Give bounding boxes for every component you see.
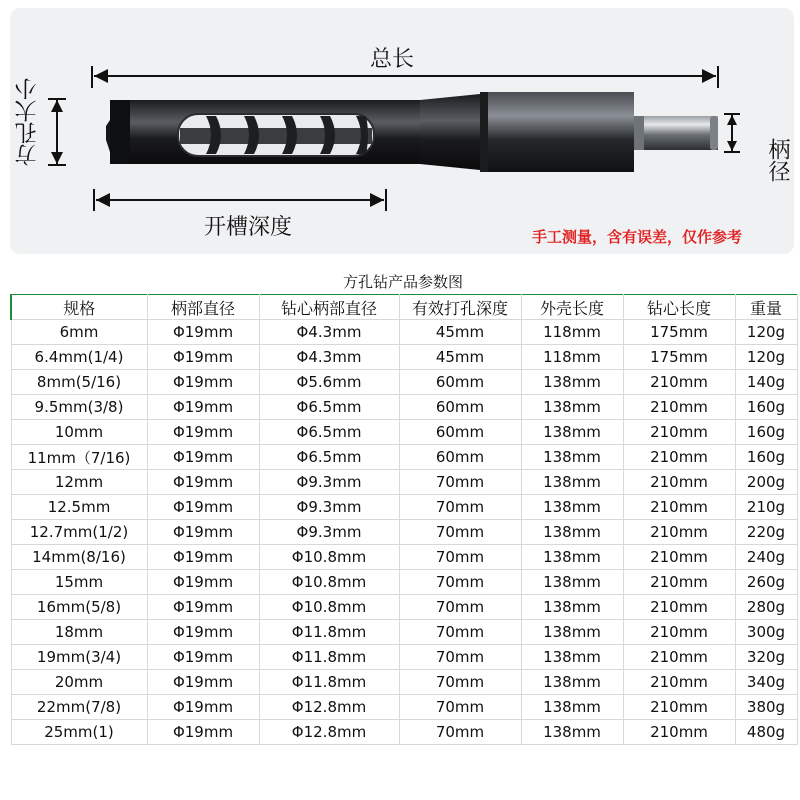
table-cell: Φ19mm: [147, 620, 259, 645]
table-cell: 60mm: [399, 370, 521, 395]
table-row: [11, 470, 797, 495]
table-cell: 138mm: [521, 495, 623, 520]
table-cell: 70mm: [399, 470, 521, 495]
table-cell: 18mm: [11, 620, 147, 645]
table-cell: 118mm: [521, 345, 623, 370]
table-cell: Φ10.8mm: [259, 595, 399, 620]
table-cell: 138mm: [521, 670, 623, 695]
table-row: [11, 395, 797, 420]
table-cell: 19mm(3/4): [11, 645, 147, 670]
table-cell: 300g: [735, 620, 797, 645]
slot-depth-label: 开槽深度: [204, 215, 293, 240]
table-cell: 70mm: [399, 670, 521, 695]
table-cell: Φ4.3mm: [259, 345, 399, 370]
table-cell: 15mm: [11, 570, 147, 595]
table-cell: Φ10.8mm: [259, 545, 399, 570]
table-cell: 70mm: [399, 520, 521, 545]
table-cell: 70mm: [399, 645, 521, 670]
table-cell: 11mm（7/16): [11, 445, 147, 470]
table-cell: 175mm: [623, 345, 735, 370]
table-cell: 70mm: [399, 545, 521, 570]
shank-diameter-arrow: [724, 114, 740, 152]
table-cell: Φ11.8mm: [259, 670, 399, 695]
table-row: [11, 545, 797, 570]
table-cell: 70mm: [399, 595, 521, 620]
table-cell: 10mm: [11, 420, 147, 445]
table-cell: Φ12.8mm: [259, 695, 399, 720]
table-cell: Φ19mm: [147, 645, 259, 670]
table-cell: 60mm: [399, 420, 521, 445]
table-row: [11, 370, 797, 395]
table-row: [11, 620, 797, 645]
table-cell: 138mm: [521, 395, 623, 420]
drill-shank: [634, 116, 718, 150]
table-cell: 138mm: [521, 595, 623, 620]
table-row: [11, 645, 797, 670]
table-cell: 138mm: [521, 570, 623, 595]
table-cell: 380g: [735, 695, 797, 720]
table-cell: 60mm: [399, 395, 521, 420]
table-cell: Φ19mm: [147, 445, 259, 470]
table-cell: Φ4.3mm: [259, 320, 399, 345]
table-cell: Φ19mm: [147, 320, 259, 345]
table-cell: 160g: [735, 395, 797, 420]
table-row: [11, 695, 797, 720]
table-cell: 210mm: [623, 720, 735, 745]
square-size-label: 方孔大小: [15, 78, 40, 166]
table-cell: 16mm(5/8): [11, 595, 147, 620]
table-cell: Φ19mm: [147, 695, 259, 720]
table-cell: 210mm: [623, 470, 735, 495]
table-cell: Φ9.3mm: [259, 520, 399, 545]
spec-table-section: [10, 270, 796, 745]
shank-diameter-label: 柄径: [765, 138, 790, 182]
table-cell: Φ19mm: [147, 670, 259, 695]
table-cell: Φ11.8mm: [259, 645, 399, 670]
table-cell: 8mm(5/16): [11, 370, 147, 395]
table-title: 方孔钻产品参数图: [342, 273, 463, 291]
table-cell: 210mm: [623, 645, 735, 670]
table-cell: Φ19mm: [147, 370, 259, 395]
table-cell: 70mm: [399, 720, 521, 745]
column-header: 钻心柄部直径: [259, 295, 399, 320]
table-cell: Φ19mm: [147, 520, 259, 545]
column-header: 柄部直径: [147, 295, 259, 320]
table-row: [11, 720, 797, 745]
table-cell: Φ5.6mm: [259, 370, 399, 395]
table-cell: 220g: [735, 520, 797, 545]
table-cell: 210mm: [623, 570, 735, 595]
table-cell: 138mm: [521, 370, 623, 395]
drill-housing: [480, 92, 634, 172]
table-cell: 320g: [735, 645, 797, 670]
table-cell: 120g: [735, 345, 797, 370]
table-cell: 14mm(8/16): [11, 545, 147, 570]
table-cell: 70mm: [399, 570, 521, 595]
table-cell: 138mm: [521, 445, 623, 470]
table-cell: 210mm: [623, 620, 735, 645]
chisel-body: [110, 94, 480, 170]
table-cell: 340g: [735, 670, 797, 695]
table-cell: 12.7mm(1/2): [11, 520, 147, 545]
table-cell: 210g: [735, 495, 797, 520]
table-cell: 70mm: [399, 620, 521, 645]
table-cell: Φ9.3mm: [259, 470, 399, 495]
table-cell: 9.5mm(3/8): [11, 395, 147, 420]
table-cell: 210mm: [623, 370, 735, 395]
column-header: 规格: [11, 295, 147, 320]
total-length-label: 总长: [370, 47, 415, 72]
table-cell: 160g: [735, 445, 797, 470]
table-cell: 175mm: [623, 320, 735, 345]
table-cell: Φ19mm: [147, 595, 259, 620]
table-row: [11, 320, 797, 345]
table-cell: 200g: [735, 470, 797, 495]
table-cell: 210mm: [623, 420, 735, 445]
table-cell: Φ19mm: [147, 720, 259, 745]
table-cell: 138mm: [521, 470, 623, 495]
table-cell: 210mm: [623, 395, 735, 420]
table-cell: 70mm: [399, 495, 521, 520]
table-row: [11, 520, 797, 545]
table-cell: Φ6.5mm: [259, 395, 399, 420]
product-figure: [10, 8, 794, 254]
table-cell: 12.5mm: [11, 495, 147, 520]
table-row: [11, 345, 797, 370]
table-cell: 6mm: [11, 320, 147, 345]
table-cell: 140g: [735, 370, 797, 395]
table-cell: Φ19mm: [147, 495, 259, 520]
table-cell: Φ19mm: [147, 470, 259, 495]
table-cell: 210mm: [623, 495, 735, 520]
table-cell: 22mm(7/8): [11, 695, 147, 720]
table-cell: 210mm: [623, 445, 735, 470]
table-cell: 260g: [735, 570, 797, 595]
table-cell: 138mm: [521, 520, 623, 545]
column-header: 重量: [735, 295, 797, 320]
table-cell: 210mm: [623, 545, 735, 570]
table-cell: 138mm: [521, 645, 623, 670]
table-cell: 138mm: [521, 695, 623, 720]
slot-depth-arrow: [94, 189, 386, 211]
table-cell: Φ19mm: [147, 395, 259, 420]
table-cell: 210mm: [623, 520, 735, 545]
table-cell: Φ19mm: [147, 545, 259, 570]
table-cell: 240g: [735, 545, 797, 570]
table-cell: 280g: [735, 595, 797, 620]
table-cell: 60mm: [399, 445, 521, 470]
table-row: [11, 670, 797, 695]
table-row: [11, 495, 797, 520]
table-cell: 70mm: [399, 695, 521, 720]
column-header: 外壳长度: [521, 295, 623, 320]
table-row: [11, 595, 797, 620]
spec-table: [10, 294, 798, 745]
table-cell: Φ6.5mm: [259, 420, 399, 445]
table-cell: 45mm: [399, 320, 521, 345]
table-cell: 25mm(1): [11, 720, 147, 745]
table-cell: 160g: [735, 420, 797, 445]
table-row: [11, 570, 797, 595]
table-cell: 210mm: [623, 670, 735, 695]
table-cell: Φ9.3mm: [259, 495, 399, 520]
table-cell: 138mm: [521, 620, 623, 645]
table-cell: Φ10.8mm: [259, 570, 399, 595]
table-cell: 210mm: [623, 695, 735, 720]
table-cell: Φ19mm: [147, 345, 259, 370]
square-size-arrow: [48, 99, 66, 165]
table-cell: 480g: [735, 720, 797, 745]
table-cell: Φ11.8mm: [259, 620, 399, 645]
table-cell: 118mm: [521, 320, 623, 345]
table-body: [11, 320, 797, 745]
table-cell: Φ19mm: [147, 570, 259, 595]
table-cell: Φ12.8mm: [259, 720, 399, 745]
table-cell: 210mm: [623, 595, 735, 620]
table-cell: 138mm: [521, 420, 623, 445]
table-cell: 6.4mm(1/4): [11, 345, 147, 370]
table-cell: Φ6.5mm: [259, 445, 399, 470]
column-header: 钻心长度: [623, 295, 735, 320]
table-row: [11, 420, 797, 445]
table-cell: 120g: [735, 320, 797, 345]
table-cell: 138mm: [521, 545, 623, 570]
table-cell: Φ19mm: [147, 420, 259, 445]
column-header: 有效打孔深度: [399, 295, 521, 320]
table-cell: 138mm: [521, 720, 623, 745]
table-row: [11, 445, 797, 470]
table-header-row: [11, 295, 797, 320]
table-cell: 45mm: [399, 345, 521, 370]
measurement-note: 手工测量，含有误差，仅作参考: [532, 228, 743, 246]
table-cell: 12mm: [11, 470, 147, 495]
table-cell: 20mm: [11, 670, 147, 695]
